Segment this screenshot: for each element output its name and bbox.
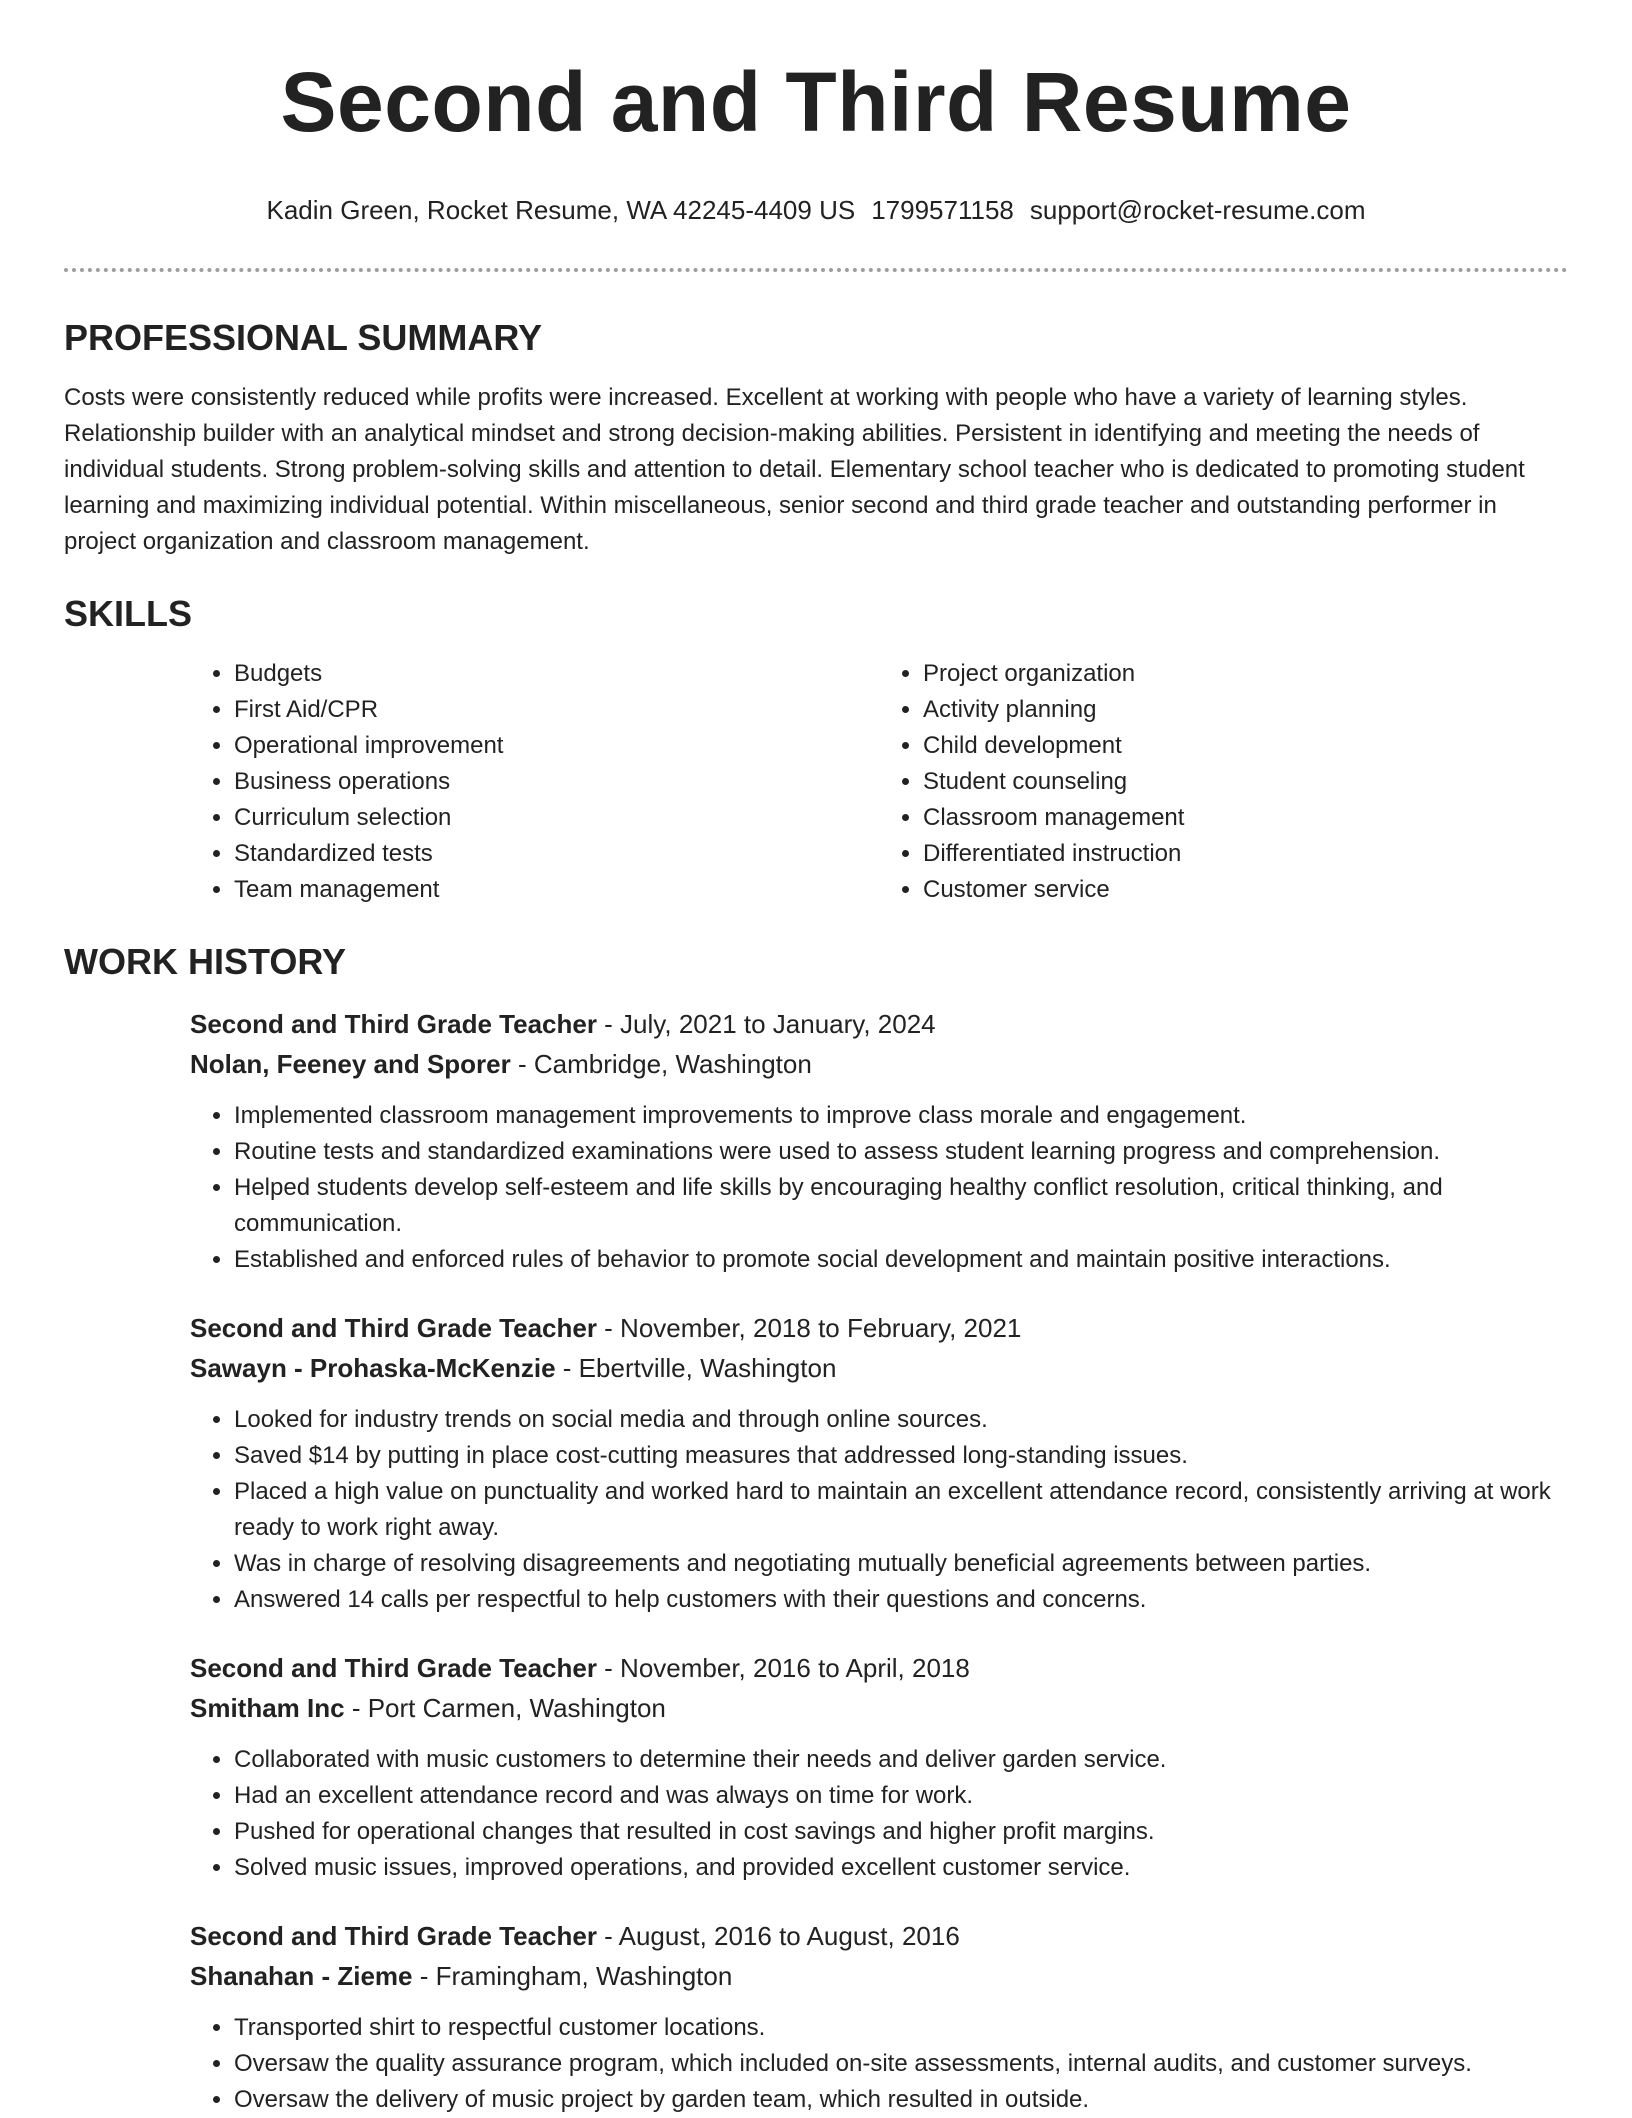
skill-item: • Curriculum selection <box>234 800 879 836</box>
job-company: Shanahan - Zieme <box>190 1961 413 1991</box>
job-company: Smitham Inc <box>190 1693 345 1723</box>
job-bullets <box>190 1742 1568 1886</box>
skill-item: • Operational improvement <box>234 728 879 764</box>
job-entry <box>190 1916 1568 2118</box>
job-dates: - November, 2016 to April, 2018 <box>596 1653 970 1683</box>
resume-title: Second and Third Resume <box>280 55 1352 149</box>
job-location: - Ebertville, Washington <box>555 1353 837 1383</box>
summary-section <box>64 316 1568 560</box>
job-bullet: • Implemented classroom management improvements to improve class morale and engagement. <box>234 1098 1568 1134</box>
job-title-line <box>190 1648 1568 1688</box>
job-location: - Cambridge, Washington <box>510 1049 812 1079</box>
contact-email: support@rocket-resume.com <box>1029 195 1366 225</box>
job-company: Sawayn - Prohaska-McKenzie <box>190 1353 556 1383</box>
job-bullet: • Answered 14 calls per respectful to help customers with their questions and concerns. <box>234 1582 1568 1618</box>
job-company-line <box>190 1044 1568 1084</box>
job-bullet: • Oversaw the delivery of music project by garden team, which resulted in outside. <box>234 2082 1568 2118</box>
skill-item: • Project organization <box>923 656 1568 692</box>
job-company-line <box>190 1688 1568 1728</box>
job-company-line <box>190 1348 1568 1388</box>
job-company-line <box>190 1956 1568 1996</box>
summary-heading: PROFESSIONAL SUMMARY <box>64 317 543 358</box>
job-entry <box>190 1308 1568 1618</box>
job-title-line <box>190 1916 1568 1956</box>
contact-phone: 1799571158 <box>871 195 1014 225</box>
job-bullet: • Oversaw the quality assurance program, which included on-site assessments, internal audits, and customer surveys. <box>234 2046 1568 2082</box>
skill-item: • Differentiated instruction <box>923 836 1568 872</box>
skill-item: • Child development <box>923 728 1568 764</box>
contact-line <box>64 194 1568 226</box>
skill-item: • Student counseling <box>923 764 1568 800</box>
job-title: Second and Third Grade Teacher <box>190 1653 597 1683</box>
job-bullet: • Pushed for operational changes that resulted in cost savings and higher profit margins. <box>234 1814 1568 1850</box>
job-bullet: • Saved $14 by putting in place cost-cutting measures that addressed long-standing issues. <box>234 1438 1568 1474</box>
skills-columns <box>190 656 1568 908</box>
job-bullet: • Routine tests and standardized examinations were used to assess student learning progress and comprehension. <box>234 1134 1568 1170</box>
job-bullets <box>190 1098 1568 1278</box>
job-bullet: • Helped students develop self-esteem and life skills by encouraging healthy conflict resolution, critical thinking, and communication. <box>234 1170 1568 1242</box>
job-bullet: • Collaborated with music customers to determine their needs and deliver garden service. <box>234 1742 1568 1778</box>
summary-text: Costs were consistently reduced while profits were increased. Excellent at working with people who have a variety of learning styles. Relationship builder with an analytical mindset and strong decision-making abilities. Persistent in identifying and meeting the needs of individual students. Strong problem-solving skills and attention to detail. Elementary school teacher who is dedicated to promoting student learning and maximizing individual potential. Within miscellaneous, senior second and third grade teacher and outstanding performer in project organization and classroom management. <box>64 384 1525 555</box>
job-bullet: • Placed a high value on punctuality and worked hard to maintain an excellent attendance record, consistently arriving at work ready to work right away. <box>234 1474 1568 1546</box>
job-dates: - July, 2021 to January, 2024 <box>596 1009 936 1039</box>
job-company: Nolan, Feeney and Sporer <box>190 1049 511 1079</box>
job-title: Second and Third Grade Teacher <box>190 1009 597 1039</box>
skill-item: • Customer service <box>923 872 1568 908</box>
job-location: - Framingham, Washington <box>412 1961 733 1991</box>
job-dates: - August, 2016 to August, 2016 <box>596 1921 960 1951</box>
job-bullet: • Established and enforced rules of behavior to promote social development and maintain positive interactions. <box>234 1242 1568 1278</box>
work-entries <box>190 1004 1568 2118</box>
skill-item: • Business operations <box>234 764 879 800</box>
job-bullet: • Looked for industry trends on social media and through online sources. <box>234 1402 1568 1438</box>
skills-heading: SKILLS <box>64 593 193 634</box>
skill-item: • Classroom management <box>923 800 1568 836</box>
skill-item: • First Aid/CPR <box>234 692 879 728</box>
skills-section <box>64 592 1568 908</box>
job-entry <box>190 1648 1568 1886</box>
job-bullet: • Had an excellent attendance record and was always on time for work. <box>234 1778 1568 1814</box>
contact-address: Kadin Green, Rocket Resume, WA 42245-4409 US <box>266 195 856 225</box>
skill-item: • Activity planning <box>923 692 1568 728</box>
work-section <box>64 940 1568 2118</box>
skill-item: • Team management <box>234 872 879 908</box>
job-bullet: • Was in charge of resolving disagreements and negotiating mutually beneficial agreements between parties. <box>234 1546 1568 1582</box>
job-bullet: • Transported shirt to respectful customer locations. <box>234 2010 1568 2046</box>
skill-item: • Standardized tests <box>234 836 879 872</box>
work-heading: WORK HISTORY <box>64 941 347 982</box>
job-bullet: • Solved music issues, improved operations, and provided excellent customer service. <box>234 1850 1568 1886</box>
skills-list-left <box>190 656 879 908</box>
header-divider <box>64 268 1568 272</box>
job-dates: - November, 2018 to February, 2021 <box>596 1313 1022 1343</box>
job-title: Second and Third Grade Teacher <box>190 1921 597 1951</box>
job-title-line <box>190 1308 1568 1348</box>
job-title-line <box>190 1004 1568 1044</box>
skills-list-right <box>879 656 1568 908</box>
job-title: Second and Third Grade Teacher <box>190 1313 597 1343</box>
skill-item: • Budgets <box>234 656 879 692</box>
job-entry <box>190 1004 1568 1278</box>
job-location: - Port Carmen, Washington <box>344 1693 666 1723</box>
job-bullets <box>190 1402 1568 1618</box>
job-bullets <box>190 2010 1568 2118</box>
